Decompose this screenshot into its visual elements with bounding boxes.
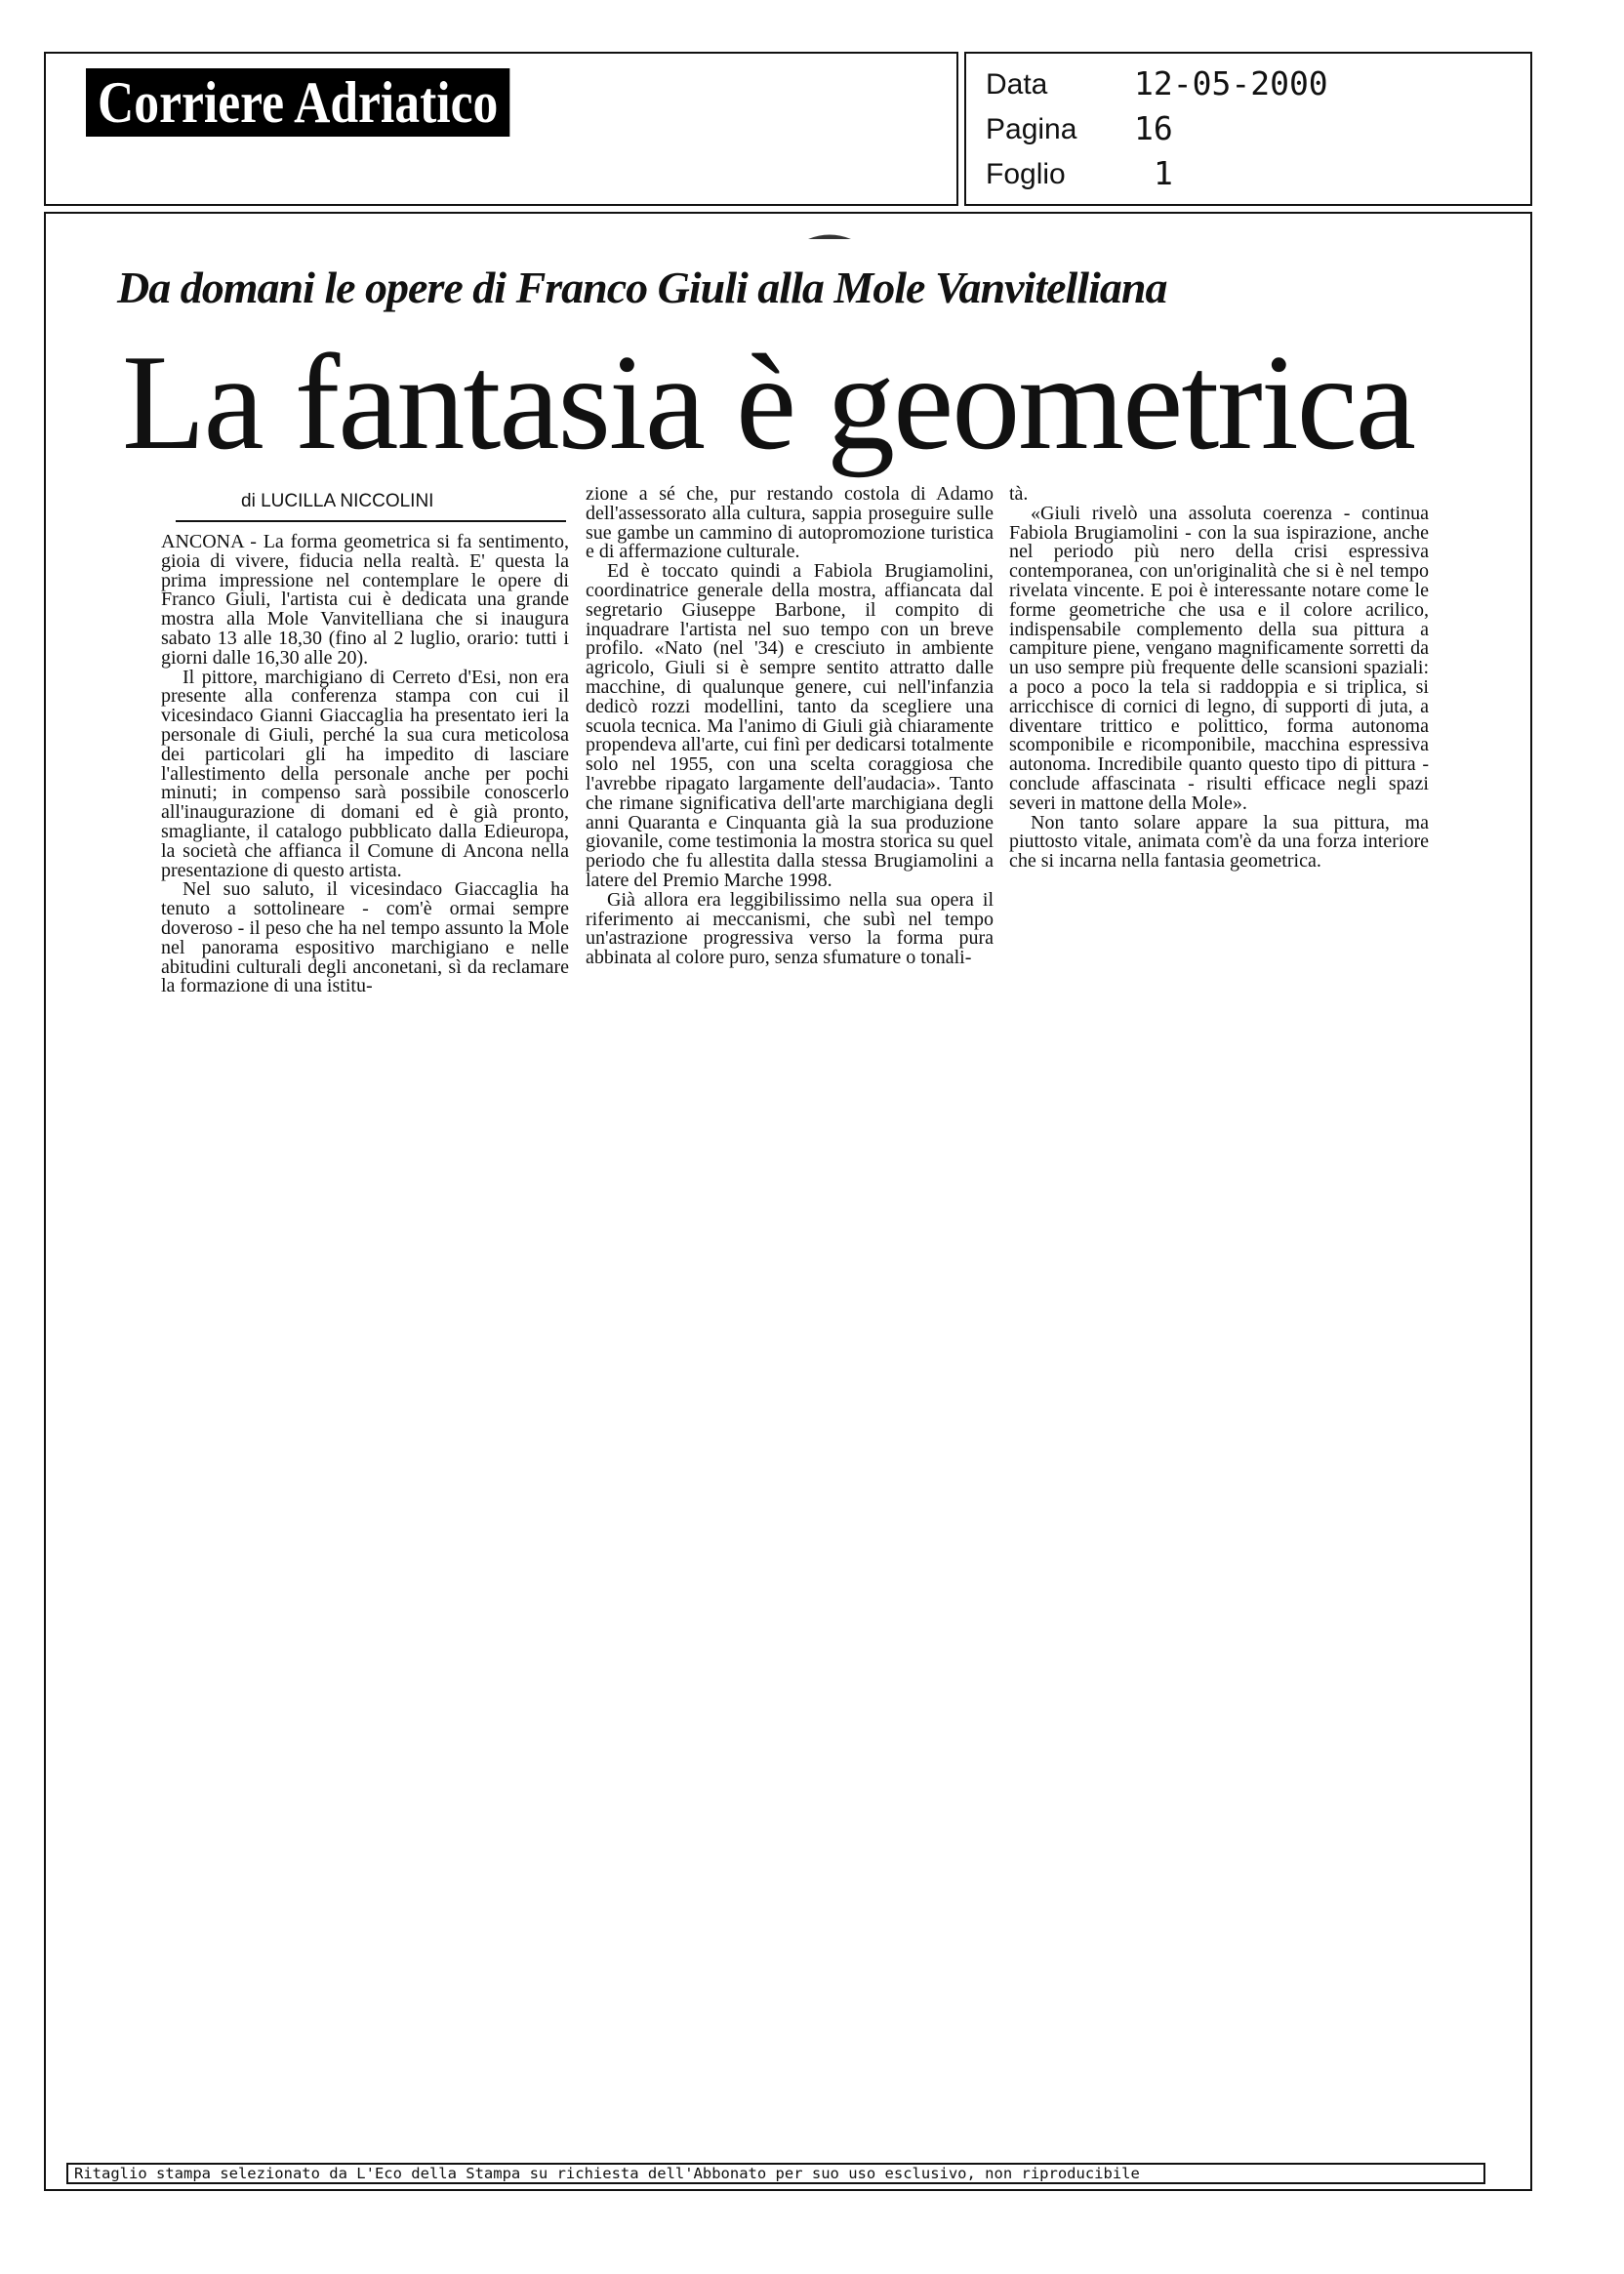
page-value: 16 — [1134, 109, 1173, 147]
article-byline: di LUCILLA NICCOLINI — [241, 491, 434, 511]
newspaper-logo: Corriere Adriatico — [86, 68, 509, 137]
article-paragraph: Già allora era leggibilissimo nella sua opera il riferimento ai meccanismi, che subì nel tempo un'astrazione progressiva verso la forma pura abbinata al colore puro, senza sfumature o tonali- — [586, 888, 994, 969]
article-column-3 — [1009, 485, 1429, 872]
article-headline: La fantasia è geometrica — [122, 327, 1414, 478]
article-paragraph: Ed è toccato quindi a Fabiola Brugiamolini, coordinatrice generale della mostra, affiancata dal segretario Giuseppe Barbone, il compito di inquadrare l'artista nel suo tempo con un breve profilo. «Nato (nel '34) e cresciuto in ambiente agricolo, Giuli si è sempre sentito attratto dalle macchine, di qualunque genere, cui nell'infanzia dedicò rozzi modellini, tanto da scegliere una scuola tecnica. Ma l'animo di Giuli già chiaramente propendeva all'arte, cui finì per dedicarsi totalmente solo nel 1955, con una scelta coraggiosa che l'avrebbe ripagato largamente dell'audacia». Tanto che rimane significativa dell'arte marchigiana degli anni Quaranta e Cinquanta già la sua produzione giovanile, come testimonia la mostra storica su quel periodo che fu allestita dalla stessa Brugiamolini a latere del Premio Marche 1998. — [586, 560, 994, 891]
clipping-footer: Ritaglio stampa selezionato da L'Eco della Stampa su richiesta dell'Abbonato per suo uso esclusivo, non riproducibile — [66, 2163, 1485, 2184]
article-paragraph: Non tanto solare appare la sua pittura, ma piuttosto vitale, animata com'è da una forza interiore che si incarna nella fantasia geometrica. — [1009, 811, 1429, 873]
article-kicker: Da domani le opere di Franco Giuli alla Mole Vanvitelliana — [117, 263, 1167, 312]
date-value: 12-05-2000 — [1134, 64, 1328, 102]
byline-divider — [176, 520, 566, 522]
sheet-label: Foglio — [986, 158, 1066, 190]
article-column-1 — [161, 533, 569, 996]
ornament-icon — [808, 232, 851, 240]
article-column-2 — [586, 485, 994, 968]
article-paragraph: ANCONA - La forma geometrica si fa sentimento, gioia di vivere, fiducia nella realtà. E' questa la prima impressione nel contemplare le opere di Franco Giuli, l'artista cui è dedicata una grande mostra alla Mole Vanvitelliana che si inaugura sabato 13 alle 18,30 (fino al 2 luglio, orario: tutti i giorni dalle 16,30 alle 20). — [161, 531, 569, 669]
article-paragraph: «Giuli rivelò una assoluta coerenza - continua Fabiola Brugiamolini - con la sua ispirazione, anche nel periodo più nero della crisi espressiva contemporanea, con un'originalità che si è nel tempo rivelata vincente. E poi è interessante notare come le forme geometriche che usa e il colore acrilico, indispensabile complemento della sua pittura a campiture piene, vengano magnificamente sorretti da un uso sempre più frequente delle scansioni spaziali: a poco a poco la tela si raddoppia e si triplica, si arricchisce di cornici di legno, di supporti di juta, a diventare trittico e polittico, forma autonoma scomponibile e ricomponibile, macchina espressiva autonoma. Incredibile quanto questo tipo di pittura - conclude affascinata - risulti efficace negli spazi severi in mattone della Mole». — [1009, 502, 1429, 814]
article-paragraph: tà. — [1009, 483, 1029, 505]
sheet-value: 1 — [1154, 154, 1173, 192]
date-label: Data — [986, 68, 1048, 101]
article-paragraph: zione a sé che, pur restando costola di Adamo dell'assessorato alla cultura, sappia proseguire sulle sue gambe un cammino di autopromozione turistica e di affermazione culturale. — [586, 483, 994, 563]
page-label: Pagina — [986, 113, 1077, 145]
article-paragraph: Nel suo saluto, il vicesindaco Giaccaglia ha tenuto a sottolineare - com'è ormai sempre doveroso - il peso che ha nel tempo assunto la Mole nel panorama espositivo marchigiano e nelle abitudini culturali degli anconetani, sì da reclamare la formazione di una istitu- — [161, 878, 569, 997]
article-paragraph: Il pittore, marchigiano di Cerreto d'Esi, non era presente alla conferenza stampa con cui il vicesindaco Gianni Giaccaglia ha presentato ieri la personale di Giuli, perché la sua cura meticolosa dei particolari gli ha impedito di lasciare l'allestimento della personale anche per pochi minuti; in compenso sarà possibile conoscerlo all'inaugurazione di domani ed è già pronto, smagliante, il catalogo pubblicato dalla Edieuropa, la società che affianca il Comune di Ancona nella presentazione di questo artista. — [161, 666, 569, 881]
